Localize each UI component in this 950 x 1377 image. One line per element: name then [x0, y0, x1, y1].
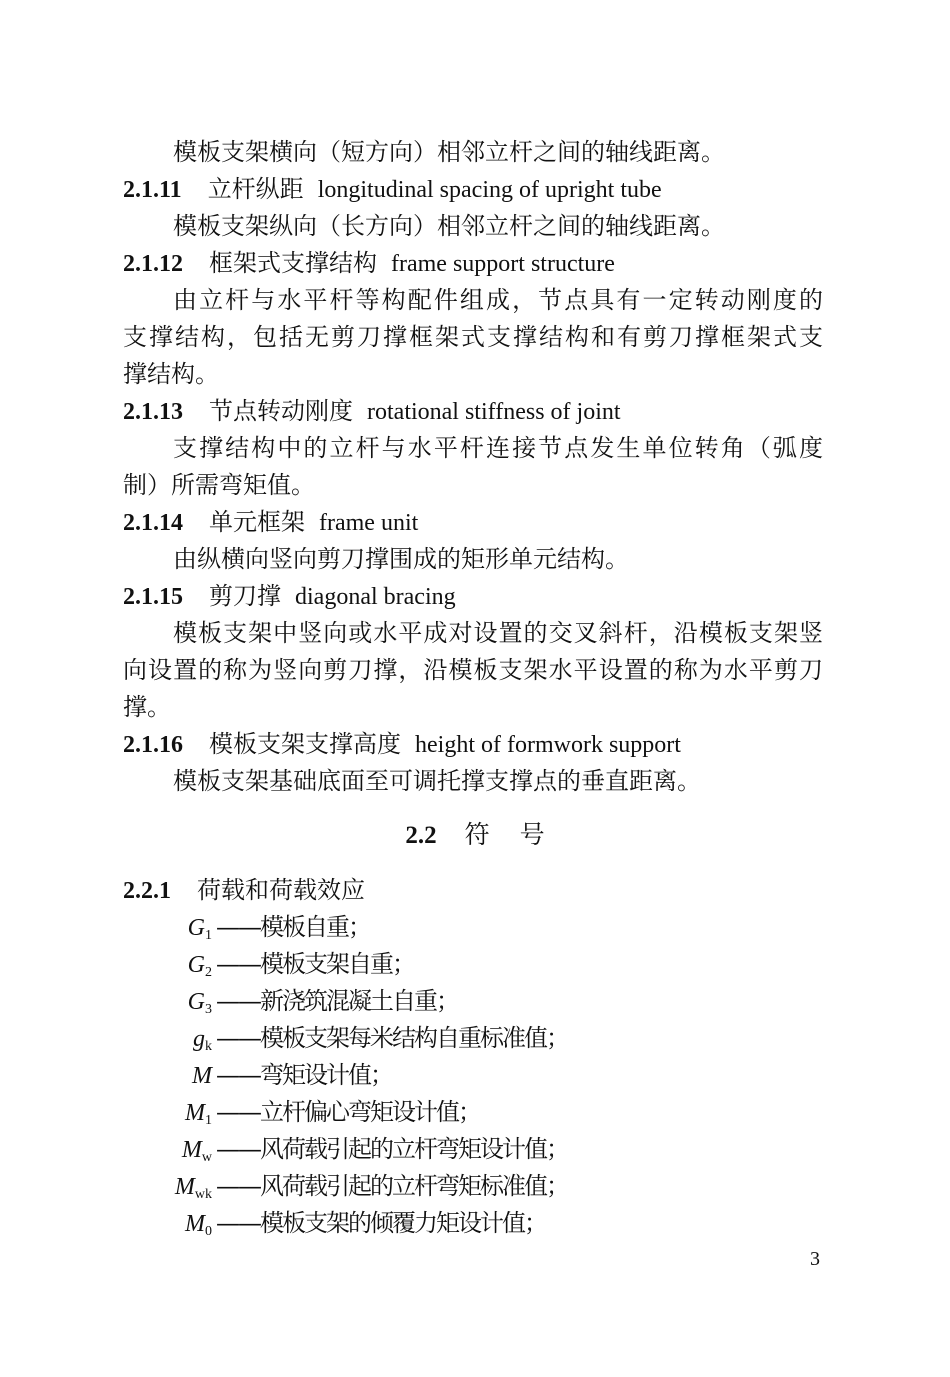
- symbol-definition: ——模板支架自重；: [216, 950, 414, 978]
- term-en: height of formwork support: [415, 732, 681, 758]
- term-number: 2.1.15: [123, 584, 183, 610]
- symbol: $M_1$: [185, 1100, 212, 1128]
- section-number: 2.2: [405, 822, 437, 849]
- definition-text: 撑。: [123, 693, 171, 721]
- term-en: rotational stiffness of joint: [367, 399, 621, 425]
- page-number: 3: [810, 1248, 820, 1270]
- term-cn: 模板支架支撑高度: [209, 730, 401, 758]
- symbol-definition: ——模板支架每米结构自重标准值；: [216, 1024, 568, 1052]
- symbol: $M_0$: [185, 1211, 212, 1239]
- definition-text: 向设置的称为竖向剪刀撑，沿模板支架水平设置的称为水平剪刀: [123, 656, 823, 684]
- subsection-2-2-1: [123, 872, 823, 909]
- symbol: $M_{wk}$: [174, 1174, 212, 1202]
- section-heading: [0, 817, 950, 854]
- definition-text: 模板支架纵向（长方向）相邻立杆之间的轴线距离。: [173, 212, 725, 240]
- definition-text: 由纵横向竖向剪刀撑围成的矩形单元结构。: [173, 545, 629, 573]
- definition-text: 模板支架基础底面至可调托撑支撑点的垂直距离。: [173, 767, 701, 795]
- term-2-1-14: [123, 504, 823, 541]
- symbol: $G_2$: [187, 952, 212, 980]
- term-2-1-13: [123, 393, 823, 430]
- definition-text: 模板支架中竖向或水平成对设置的交叉斜杆，沿模板支架竖: [173, 619, 823, 647]
- term-2-1-15: [123, 578, 823, 615]
- term-en: frame unit: [319, 510, 419, 536]
- symbol: $G_1$: [187, 915, 212, 943]
- term-cn: 框架式支撑结构: [209, 249, 377, 277]
- symbol-definition: ——风荷载引起的立杆弯矩设计值；: [216, 1135, 568, 1163]
- symbol-definition: ——模板支架的倾覆力矩设计值；: [216, 1209, 546, 1237]
- term-number: 2.2.1: [123, 878, 171, 904]
- symbol-definition: ——风荷载引起的立杆弯矩标准值；: [216, 1172, 568, 1200]
- term-2-1-11: [123, 171, 823, 208]
- term-2-1-12: [123, 245, 823, 282]
- term-number: 2.1.13: [123, 399, 183, 425]
- definition-text: 模板支架横向（短方向）相邻立杆之间的轴线距离。: [173, 138, 725, 166]
- term-number: 2.1.16: [123, 732, 183, 758]
- symbol-row: [150, 1205, 546, 1250]
- symbol: $G_3$: [187, 989, 212, 1017]
- term-2-1-16: [123, 726, 823, 763]
- symbol-definition: ——立杆偏心弯矩设计值；: [216, 1098, 480, 1126]
- symbol-definition: ——模板自重；: [216, 913, 370, 941]
- definition-text: 支撑结构，包括无剪刀撑框架式支撑结构和有剪刀撑框架式支: [123, 323, 823, 351]
- term-en: diagonal bracing: [295, 584, 456, 610]
- term-cn: 单元框架: [209, 508, 305, 536]
- term-number: 2.1.11: [123, 177, 182, 203]
- symbol: $g_k$: [193, 1026, 212, 1054]
- symbol: $M_w$: [181, 1137, 212, 1165]
- symbol-definition: ——弯矩设计值；: [216, 1061, 392, 1089]
- definition-text: 支撑结构中的立杆与水平杆连接节点发生单位转角（弧度: [173, 434, 823, 462]
- term-cn: 剪刀撑: [209, 582, 281, 610]
- term-cn: 荷载和荷载效应: [197, 876, 365, 904]
- symbol-definition: ——新浇筑混凝土自重；: [216, 987, 458, 1015]
- definition-text: 由立杆与水平杆等构配件组成，节点具有一定转动刚度的: [173, 286, 823, 314]
- definition-text: 制）所需弯矩值。: [123, 471, 315, 499]
- term-en: longitudinal spacing of upright tube: [317, 177, 662, 203]
- section-title: 符号: [464, 820, 575, 849]
- term-number: 2.1.12: [123, 251, 183, 277]
- term-cn: 节点转动刚度: [209, 397, 353, 425]
- definition-text: 撑结构。: [123, 360, 219, 388]
- term-cn: 立杆纵距: [207, 175, 304, 203]
- term-en: frame support structure: [391, 251, 615, 277]
- term-number: 2.1.14: [123, 510, 183, 536]
- symbol: M: [192, 1063, 212, 1089]
